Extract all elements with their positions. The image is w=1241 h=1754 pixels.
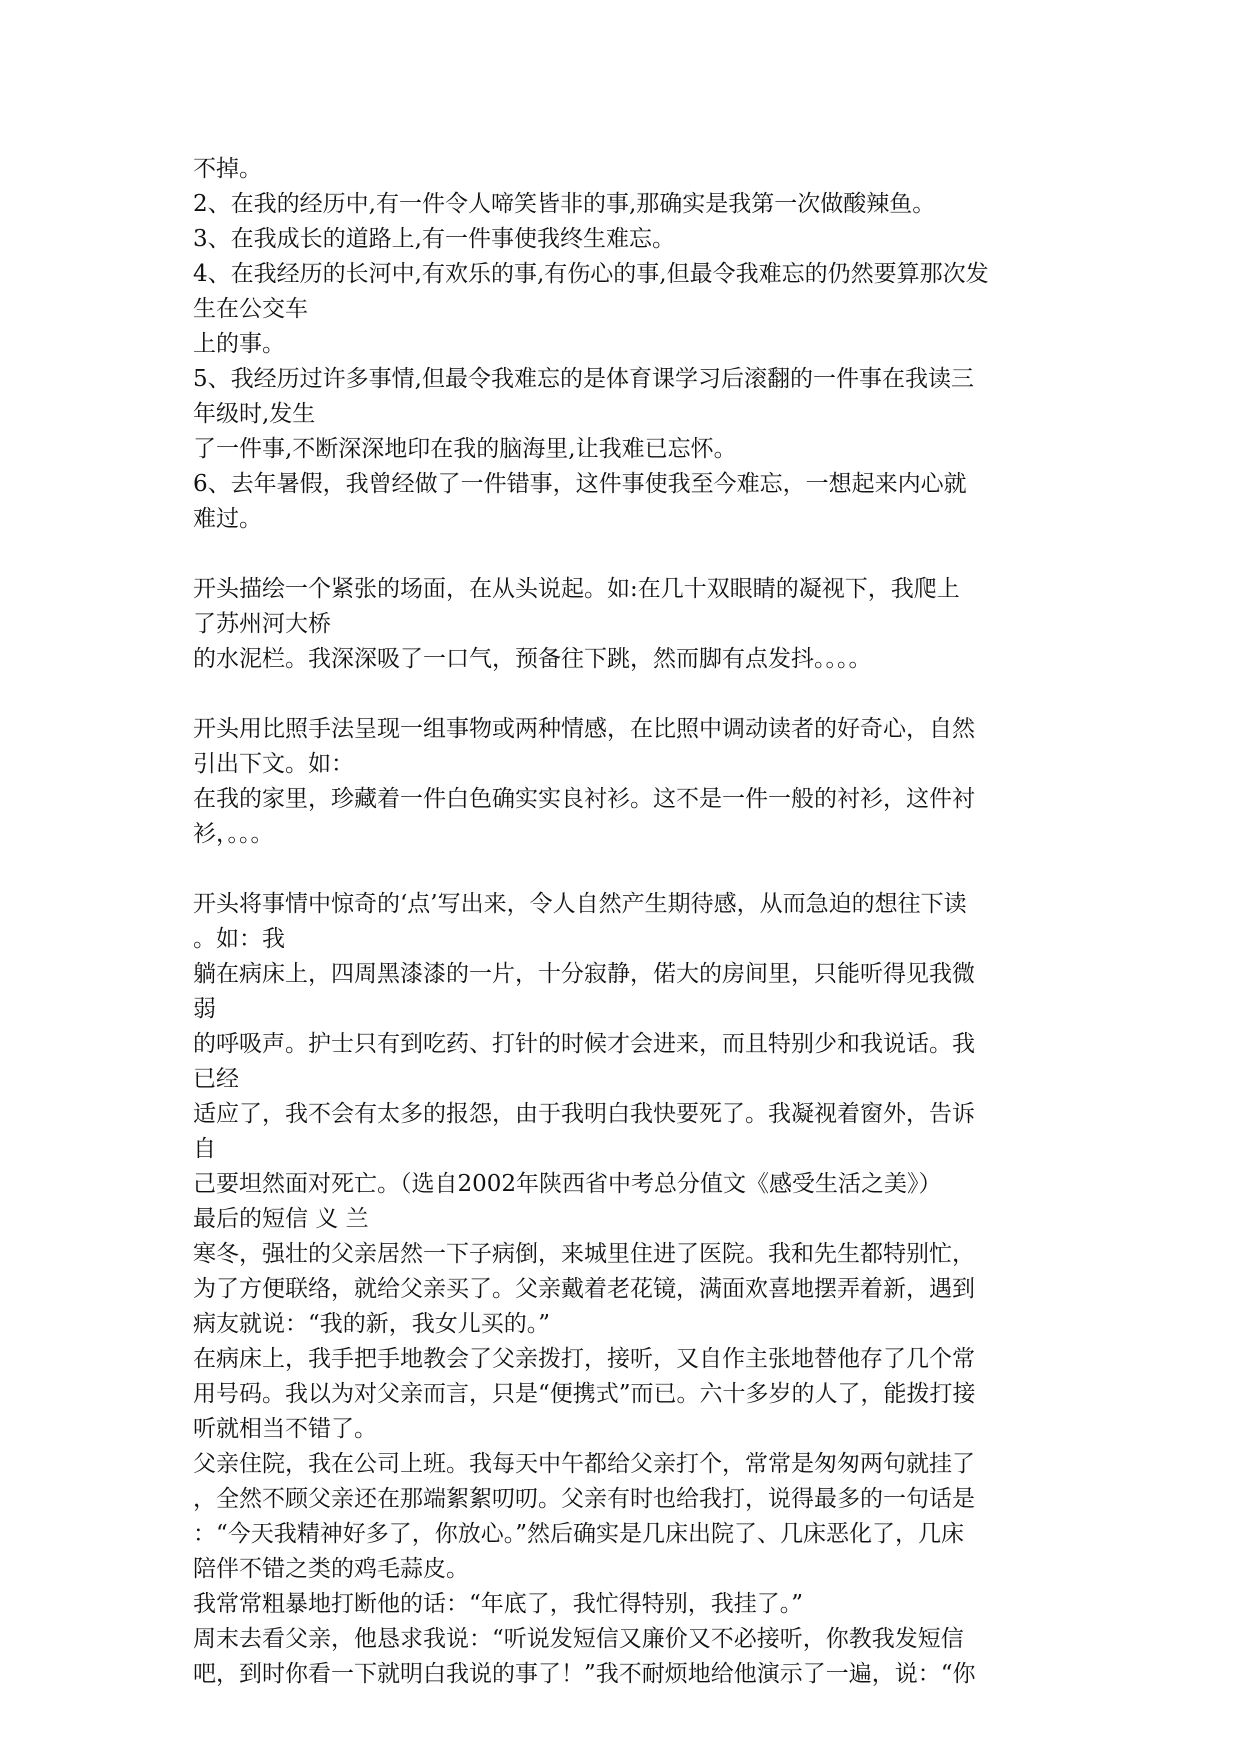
text-line: 了苏州河大桥	[193, 611, 331, 637]
text-line: 在病床上，我手把手地教会了父亲拨打，接听，又自作主张地替他存了几个常	[193, 1346, 975, 1372]
paragraph-gap	[193, 537, 1063, 572]
text-line: 的呼吸声。护士只有到吃药、打针的时候才会进来，而且特别少和我说话。我	[193, 1031, 975, 1057]
text-line: 听就相当不错了。	[193, 1416, 377, 1442]
text-line: 的水泥栏。我深深吸了一口气，预备往下跳，然而脚有点发抖。。。。	[193, 646, 872, 672]
text-line: 自	[193, 1136, 216, 1162]
text-line: 年级时,发生	[193, 401, 316, 427]
document-body	[193, 152, 1063, 1692]
text-line: 开头描绘一个紧张的场面，在从头说起。如:在几十双眼睛的凝视下，我爬上	[193, 576, 960, 602]
text-line: 父亲住院，我在公司上班。我每天中午都给父亲打个，常常是匆匆两句就挂了	[193, 1451, 975, 1477]
text-line: 周末去看父亲，他恳求我说：“听说发短信又廉价又不必接听，你教我发短信	[193, 1626, 964, 1652]
text-line: 寒冬，强壮的父亲居然一下子病倒，来城里住进了医院。我和先生都特别忙，	[193, 1241, 975, 1267]
text-line: 陪伴不错之类的鸡毛蒜皮。	[193, 1556, 469, 1582]
text-line: 吧，到时你看一下就明白我说的事了！”我不耐烦地给他演示了一遍，说：“你	[193, 1661, 976, 1687]
paragraph-gap	[193, 852, 1063, 887]
text-line: 不掉。	[193, 156, 262, 182]
text-line: 5、我经历过许多事情,但最令我难忘的是体育课学习后滚翻的一件事在我读三	[193, 366, 974, 392]
text-line: 我常常粗暴地打断他的话：“年底了，我忙得特别，我挂了。”	[193, 1591, 804, 1617]
text-line: 3、在我成长的道路上,有一件事使我终生难忘。	[193, 226, 675, 252]
text-line: 引出下文。如：	[193, 751, 354, 777]
text-line: 了一件事,不断深深地印在我的脑海里,让我难已忘怀。	[193, 436, 737, 462]
text-line: 。如：我	[193, 926, 285, 952]
text-line: ：“今天我精神好多了，你放心。”然后确实是几床出院了、几床恶化了，几床	[193, 1521, 965, 1547]
paragraph-gap	[193, 677, 1063, 712]
text-line: 6、去年暑假，我曾经做了一件错事，这件事使我至今难忘，一想起来内心就	[193, 471, 967, 497]
text-line: 难过。	[193, 506, 262, 532]
text-line: 适应了，我不会有太多的报怨，由于我明白我快要死了。我凝视着窗外，告诉	[193, 1101, 975, 1127]
text-line: 弱	[193, 996, 216, 1022]
text-line: 4、在我经历的长河中,有欢乐的事,有伤心的事,但最令我难忘的仍然要算那次发	[193, 261, 989, 287]
text-line: 生在公交车	[193, 296, 308, 322]
text-line: 病友就说：“我的新，我女儿买的。”	[193, 1311, 551, 1337]
text-line: 上的事。	[193, 331, 285, 357]
text-line: 2、在我的经历中,有一件令人啼笑皆非的事,那确实是我第一次做酸辣鱼。	[193, 191, 936, 217]
text-line: 开头用比照手法呈现一组事物或两种情感，在比照中调动读者的好奇心，自然	[193, 716, 975, 742]
text-line: 在我的家里，珍藏着一件白色确实实良衬衫。这不是一件一般的衬衫，这件衬	[193, 786, 975, 812]
text-line: 开头将事情中惊奇的‘点’写出来，令人自然产生期待感，从而急迫的想往下读	[193, 891, 967, 917]
text-line: 为了方便联络，就给父亲买了。父亲戴着老花镜，满面欢喜地摆弄着新，遇到	[193, 1276, 975, 1302]
text-line: 已经	[193, 1066, 239, 1092]
text-line: 用号码。我以为对父亲而言，只是“便携式”而已。六十多岁的人了，能拨打接	[193, 1381, 976, 1407]
text-line: 己要坦然面对死亡。（选自2002年陕西省中考总分值文《感受生活之美》）	[193, 1171, 942, 1197]
text-line: ，全然不顾父亲还在那端絮絮叨叨。父亲有时也给我打，说得最多的一句话是	[193, 1486, 975, 1512]
text-line: 衫，。。。	[193, 821, 274, 847]
text-line: 躺在病床上，四周黑漆漆的一片，十分寂静，偌大的房间里，只能听得见我微	[193, 961, 975, 987]
text-line: 最后的短信 义 兰	[193, 1206, 369, 1232]
